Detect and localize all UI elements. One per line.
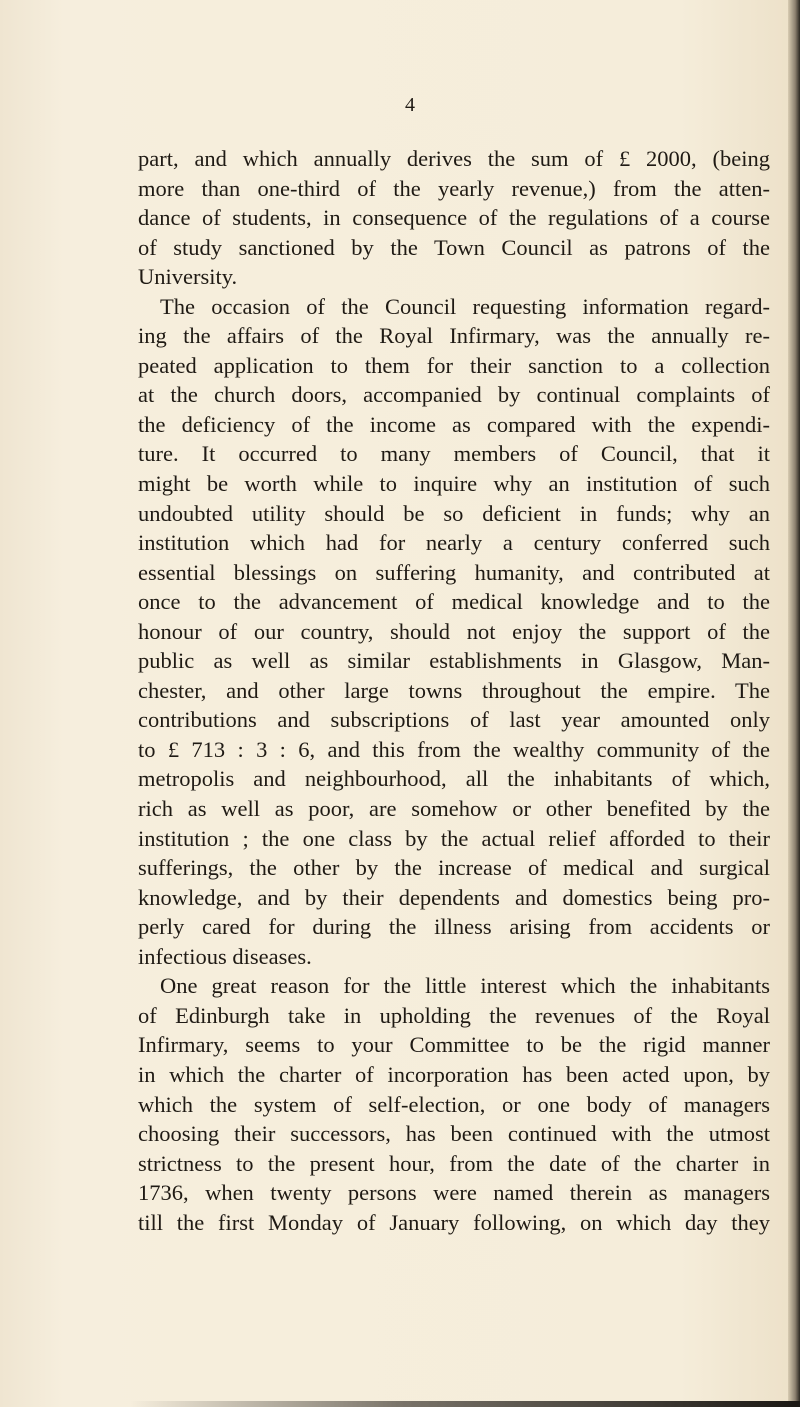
text-line: The occasion of the Council requesting information regard-: [160, 293, 770, 319]
page-bottom-shadow: [130, 1401, 800, 1407]
text-line: knowledge, and by their dependents and domestics being pro-: [138, 884, 770, 910]
page-edge-shadow: [788, 0, 800, 1407]
text-line: part, and which annually derives the sum of £ 2000, (being: [138, 146, 770, 171]
text-line: choosing their successors, has been continued with the utmost: [138, 1121, 770, 1147]
text-line: public as well as similar establishments in Glasgow, Man-: [138, 648, 770, 674]
text-line: One great reason for the little interest which the inhabitants: [160, 973, 770, 999]
text-line: peated application to them for their sanction to a collection: [138, 352, 770, 378]
text-line: strictness to the present hour, from the date of the charter in: [138, 1150, 770, 1176]
text-line: perly cared for during the illness arising from accidents or: [138, 914, 770, 940]
text-line: contributions and subscriptions of last year amounted only: [138, 707, 770, 733]
text-line: institution ; the one class by the actual relief afforded to their: [138, 825, 770, 851]
text-line: institution which had for nearly a century conferred such: [138, 530, 770, 556]
text-line: the deficiency of the income as compared with the expendi-: [138, 411, 770, 437]
text-line: 1736, when twenty persons were named therein as managers: [138, 1180, 770, 1206]
text-line: sufferings, the other by the increase of medical and surgical: [138, 855, 770, 881]
text-line: to £ 713 : 3 : 6, and this from the wealthy community of the: [138, 736, 770, 762]
text-line: essential blessings on suffering humanity, and contributed at: [138, 559, 770, 585]
page-number: 4: [405, 94, 415, 116]
text-line: infectious diseases.: [138, 943, 312, 969]
text-line: University.: [138, 264, 238, 290]
text-line: rich as well as poor, are somehow or other benefited by the: [138, 796, 770, 822]
text-line: ture. It occurred to many members of Council, that it: [138, 441, 770, 467]
text-line: once to the advancement of medical knowledge and to the: [138, 589, 770, 615]
text-line: Infirmary, seems to your Committee to be the rigid manner: [138, 1032, 770, 1058]
text-line: which the system of self-election, or one body of managers: [138, 1091, 770, 1117]
text-line: till the first Monday of January following, on which day they: [138, 1209, 770, 1235]
text-line: chester, and other large towns throughout the empire. The: [138, 677, 770, 703]
text-line: dance of students, in consequence of the regulations of a course: [138, 205, 770, 231]
text-line: in which the charter of incorporation has been acted upon, by: [138, 1061, 770, 1087]
text-line: honour of our country, should not enjoy the support of the: [138, 618, 770, 644]
text-line: of Edinburgh take in upholding the revenues of the Royal: [138, 1002, 770, 1028]
text-line: ing the affairs of the Royal Infirmary, was the annually re-: [138, 323, 770, 349]
body-text: [138, 144, 770, 1237]
text-line: at the church doors, accompanied by continual complaints of: [138, 382, 770, 408]
text-line: more than one-third of the yearly revenue,) from the atten-: [138, 175, 770, 201]
text-line: undoubted utility should be so deficient in funds; why an: [138, 500, 770, 526]
text-line: metropolis and neighbourhood, all the inhabitants of which,: [138, 766, 770, 792]
text-line: of study sanctioned by the Town Council as patrons of the: [138, 234, 770, 260]
text-line: might be worth while to inquire why an institution of such: [138, 471, 770, 497]
